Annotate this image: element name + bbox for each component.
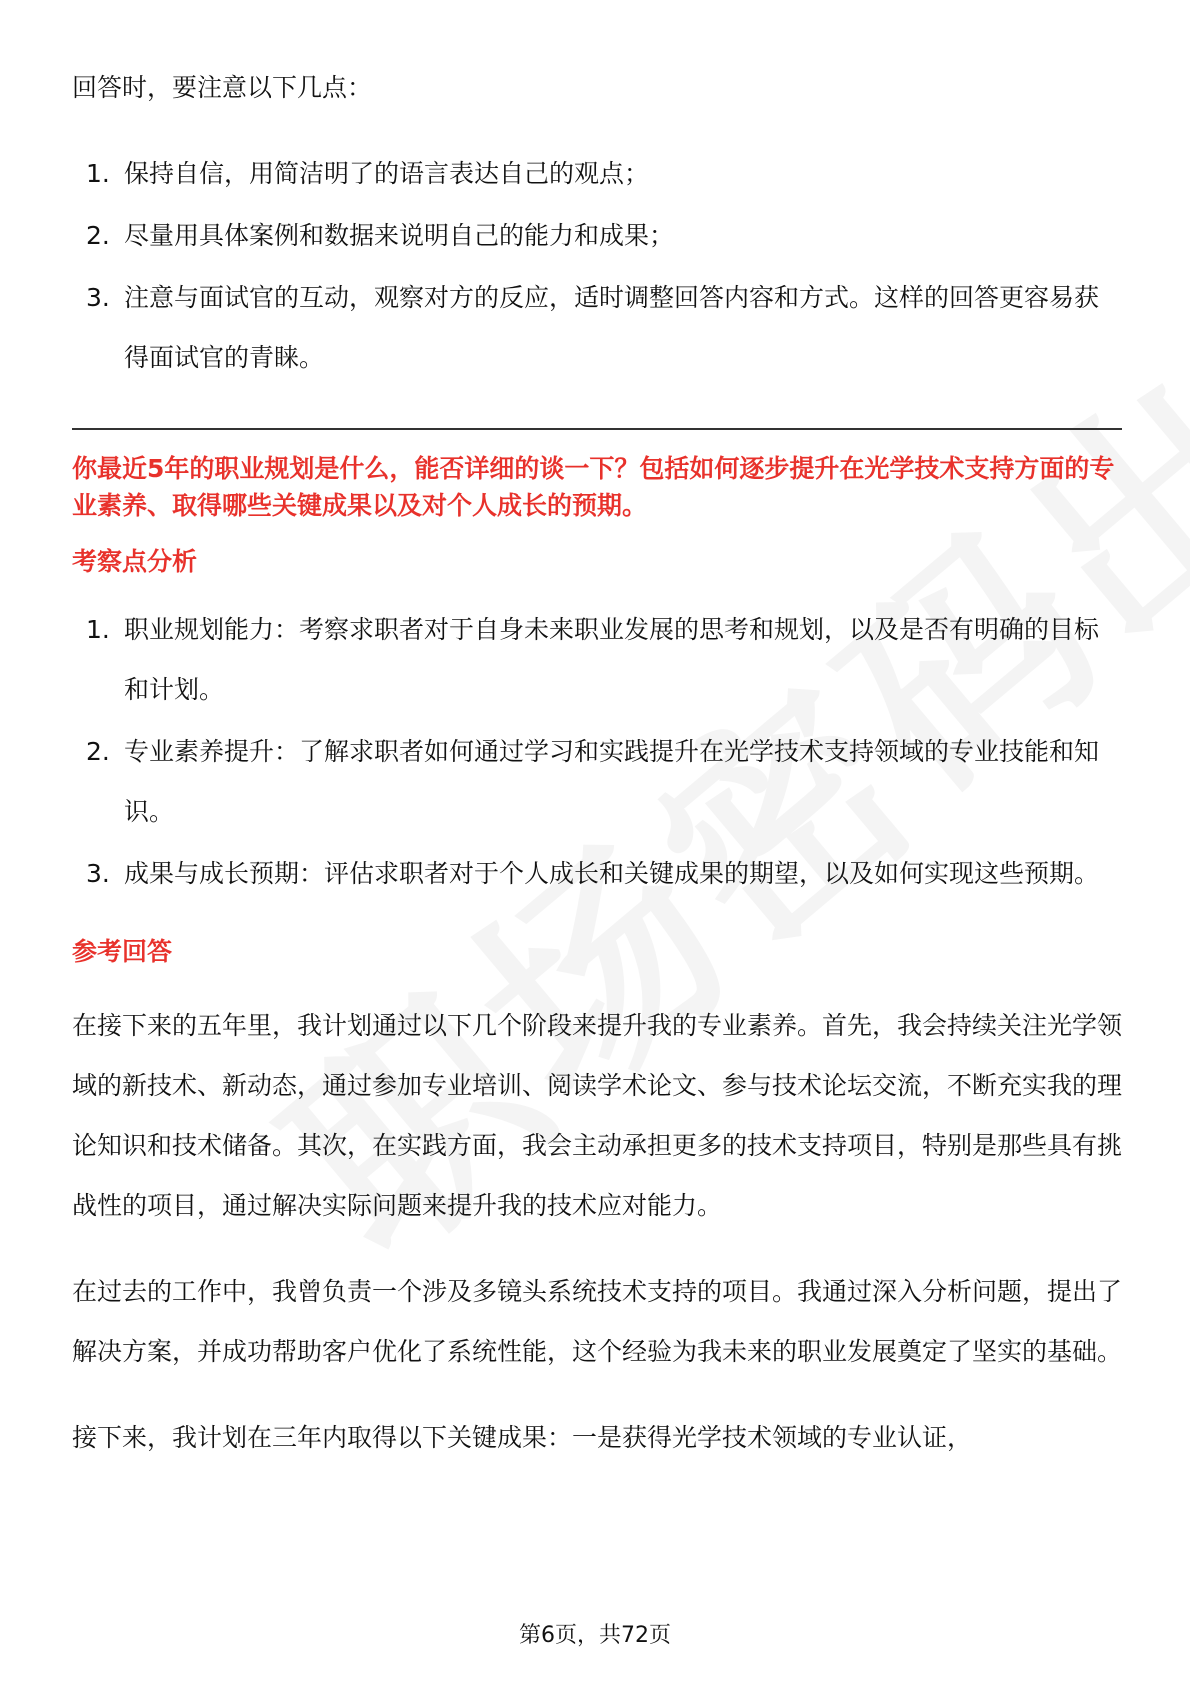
intro-text: 回答时，要注意以下几点：	[72, 73, 373, 102]
list-item-text: 职业规划能力：考察求职者对于自身未来职业发展的思考和规划，以及是否有明确的目标和计划。	[124, 615, 1100, 704]
list-item	[72, 144, 1122, 204]
list-number: 3.	[86, 283, 110, 312]
list-number: 1.	[86, 615, 110, 644]
list-number: 3.	[86, 859, 110, 888]
list-item-text: 专业素养提升：了解求职者如何通过学习和实践提升在光学技术支持领域的专业技能和知识。	[124, 737, 1100, 826]
list-item	[72, 844, 1122, 904]
list-item-text: 尽量用具体案例和数据来说明自己的能力和成果；	[124, 221, 675, 250]
answer-paragraph: 接下来，我计划在三年内取得以下关键成果：一是获得光学技术领域的专业认证，	[72, 1423, 973, 1452]
page-content	[72, 58, 1122, 1494]
list-item	[72, 600, 1122, 720]
tips-list	[72, 144, 1122, 388]
list-item-text: 注意与面试官的互动，观察对方的反应，适时调整回答内容和方式。这样的回答更容易获得面试官的青睐。	[124, 283, 1100, 372]
analysis-heading: 考察点分析	[72, 547, 198, 576]
analysis-list	[72, 600, 1122, 904]
section-divider	[72, 428, 1122, 430]
list-item	[72, 206, 1122, 266]
list-item-text: 保持自信，用简洁明了的语言表达自己的观点；	[124, 159, 650, 188]
list-item	[72, 722, 1122, 842]
page-number: 第6页，共72页	[519, 1623, 671, 1648]
list-item-text: 成果与成长预期：评估求职者对于个人成长和关键成果的期望，以及如何实现这些预期。	[124, 859, 1100, 888]
list-number: 2.	[86, 737, 110, 766]
answer-heading: 参考回答	[72, 937, 173, 966]
list-number: 2.	[86, 221, 110, 250]
answer-paragraph: 在接下来的五年里，我计划通过以下几个阶段来提升我的专业素养。首先，我会持续关注光学领域的新技术、新动态，通过参加专业培训、阅读学术论文、参与技术论坛交流，不断充实我的理论知识和技术储备。其次，在实践方面，我会主动承担更多的技术支持项目，特别是那些具有挑战性的项目，通过解决实际问题来提升我的技术应对能力。	[72, 1011, 1123, 1220]
list-item	[72, 268, 1122, 388]
list-number: 1.	[86, 159, 110, 188]
interview-question: 你最近5年的职业规划是什么，能否详细的谈一下？包括如何逐步提升在光学技术支持方面的专业素养、取得哪些关键成果以及对个人成长的预期。	[72, 454, 1115, 520]
answer-paragraph: 在过去的工作中，我曾负责一个涉及多镜头系统技术支持的项目。我通过深入分析问题，提出了解决方案，并成功帮助客户优化了系统性能，这个经验为我未来的职业发展奠定了坚实的基础。	[72, 1277, 1123, 1366]
